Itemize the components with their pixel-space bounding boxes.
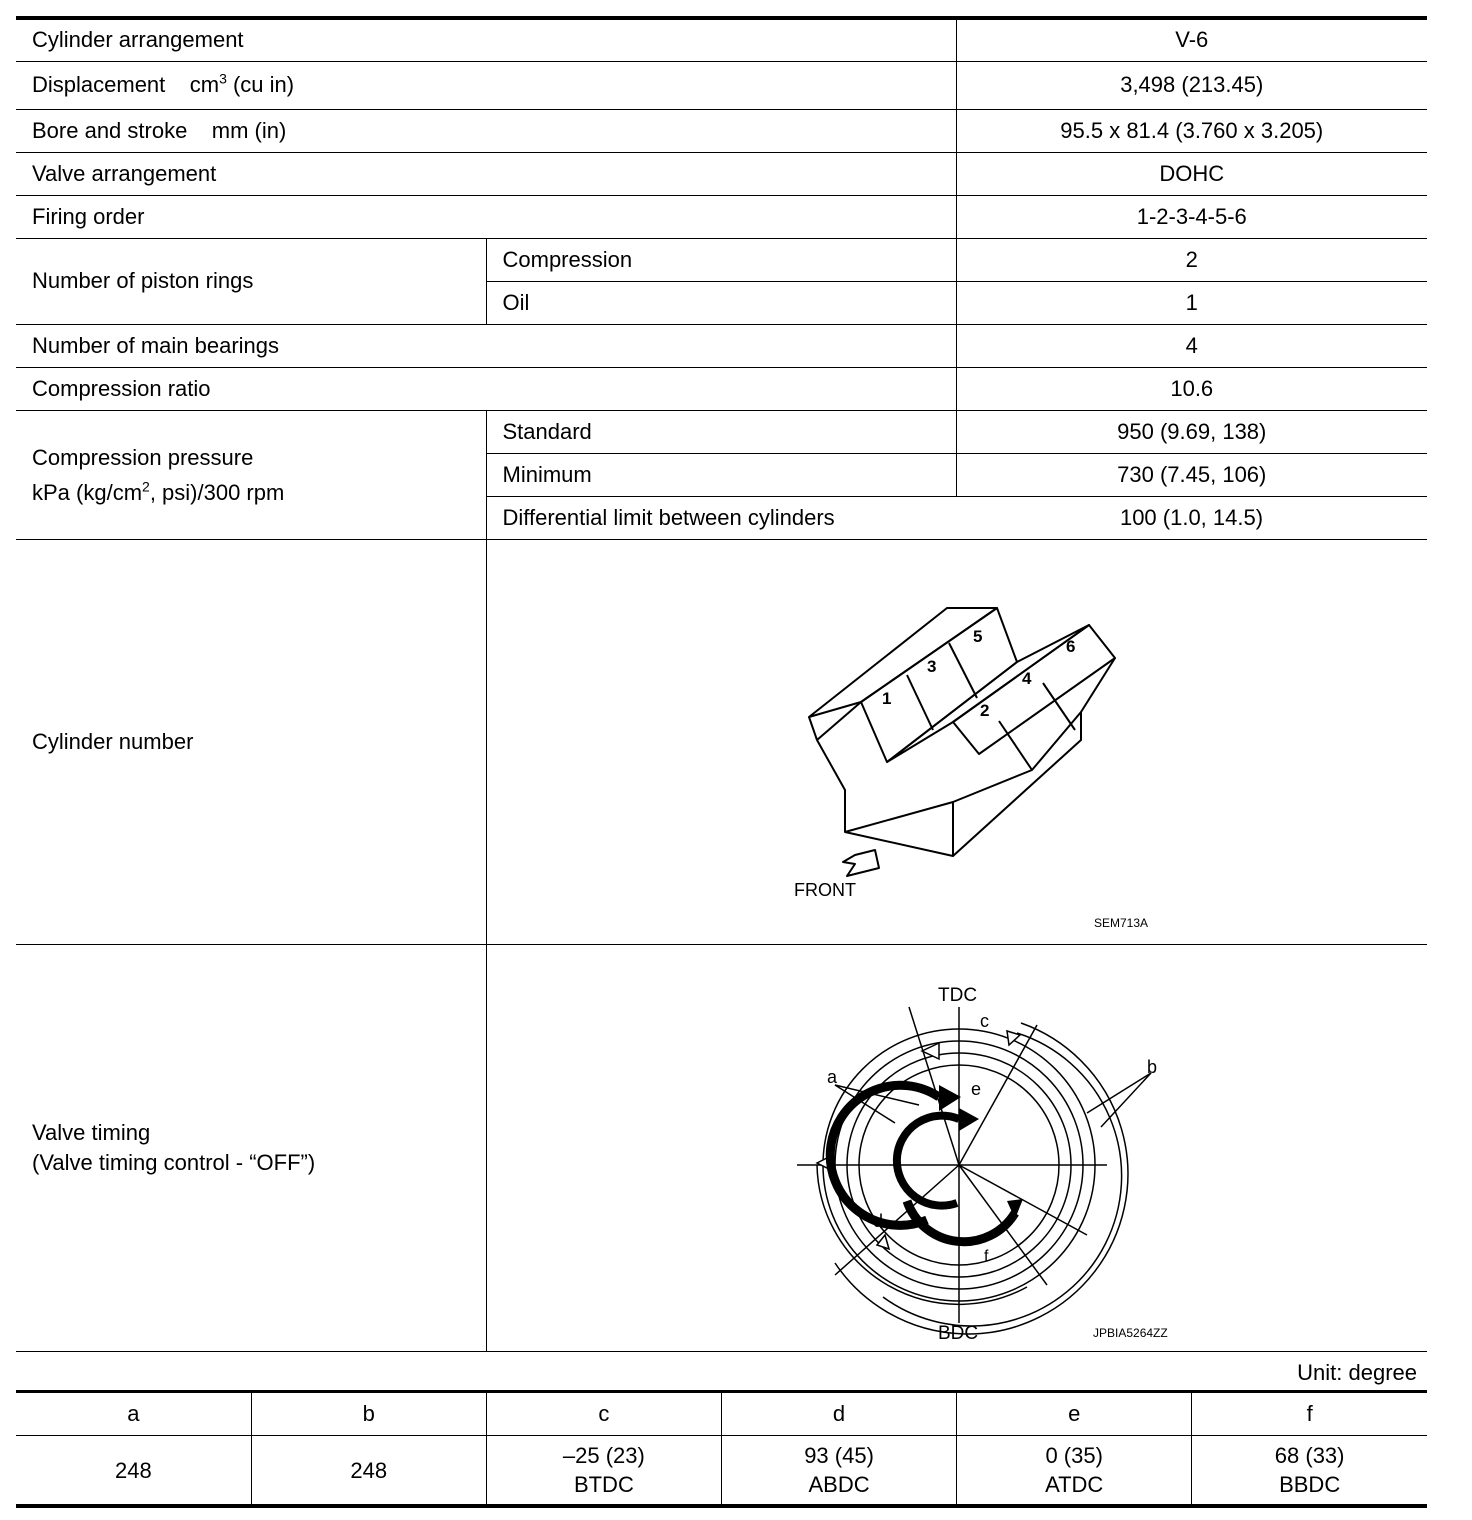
valve-timing-figure-cell: [486, 944, 1427, 1351]
letter-b-label: b: [1146, 1056, 1157, 1077]
timing-value-e: 0 (35) ATDC: [957, 1436, 1192, 1507]
timing-header-c: c: [486, 1392, 721, 1436]
main-bearings-label: Number of main bearings: [16, 324, 956, 367]
cylinder-5-label: 5: [972, 626, 982, 646]
timing-header-a: a: [16, 1392, 251, 1436]
letter-d-label: d: [872, 1210, 883, 1231]
firing-order-value: 1-2-3-4-5-6: [956, 195, 1427, 238]
displacement-value: 3,498 (213.45): [956, 61, 1427, 109]
engine-block-outline: [809, 658, 1115, 856]
compression-minimum-value: 730 (7.45, 106): [956, 453, 1427, 496]
valley: [887, 625, 1089, 762]
cylinder-arrangement-label: Cylinder arrangement: [16, 18, 956, 61]
piston-rings-compression-value: 2: [956, 238, 1427, 281]
valve-arrangement-label: Valve arrangement: [16, 152, 956, 195]
timing-values-row: [16, 1436, 1427, 1507]
main-bearings-value: 4: [956, 324, 1427, 367]
valve-timing-values-table: [16, 1390, 1427, 1508]
cylinder-6-label: 6: [1065, 636, 1075, 656]
cylinder-2-label: 2: [979, 700, 989, 720]
compression-differential-value: 100 (1.0, 14.5): [956, 496, 1427, 539]
bdc-label: BDC: [937, 1322, 978, 1344]
cylinder-3-label: 3: [926, 656, 936, 676]
cylinder-arrangement-value: V-6: [956, 18, 1427, 61]
timing-value-c: –25 (23) BTDC: [486, 1436, 721, 1507]
cylinder-number-label: Cylinder number: [16, 539, 486, 944]
timing-value-b: 248: [251, 1436, 486, 1507]
timing-header-f: f: [1192, 1392, 1427, 1436]
timing-header-row: [16, 1392, 1427, 1436]
left-bank-face: [861, 608, 1017, 762]
letter-f-label: f: [983, 1247, 988, 1265]
figure-code-sem713a: SEM713A: [1093, 915, 1148, 930]
front-arrow-icon: [843, 850, 879, 876]
figure-code-jpbia5264zz: JPBIA5264ZZ: [1092, 1325, 1168, 1340]
bore-stroke-label: Bore and stroke mm (in): [16, 109, 956, 152]
unit-label: Unit: degree: [16, 1351, 1427, 1395]
compression-ratio-value: 10.6: [956, 367, 1427, 410]
timing-value-f: 68 (33) BBDC: [1192, 1436, 1427, 1507]
cylinder-1-label: 1: [881, 688, 891, 708]
engine-spec-table: [16, 16, 1427, 1395]
firing-order-label: Firing order: [16, 195, 956, 238]
valve-arrangement-value: DOHC: [956, 152, 1427, 195]
tdc-label: TDC: [937, 984, 977, 1006]
letter-a-label: a: [826, 1066, 837, 1087]
piston-rings-label: Number of piston rings: [16, 238, 486, 324]
piston-rings-compression-label: Compression: [486, 238, 956, 281]
piston-rings-oil-value: 1: [956, 281, 1427, 324]
valve-timing-label: Valve timing (Valve timing control - “OFF”): [16, 944, 486, 1351]
timing-header-e: e: [957, 1392, 1192, 1436]
front-label: FRONT: [793, 879, 856, 900]
timing-header-b: b: [251, 1392, 486, 1436]
letter-c-label: c: [979, 1010, 989, 1031]
compression-differential-label: Differential limit between cylinders: [486, 496, 956, 539]
left-bank-top: [809, 608, 997, 717]
cylinder-number-figure-cell: [486, 539, 1427, 944]
valve-timing-diagram: [487, 945, 1427, 1351]
timing-value-d: 93 (45) ABDC: [721, 1436, 956, 1507]
bore-stroke-value: 95.5 x 81.4 (3.760 x 3.205): [956, 109, 1427, 152]
timing-header-d: d: [721, 1392, 956, 1436]
compression-standard-label: Standard: [486, 410, 956, 453]
compression-minimum-label: Minimum: [486, 453, 956, 496]
piston-rings-oil-label: Oil: [486, 281, 956, 324]
letter-e-label: e: [970, 1078, 981, 1099]
displacement-label: Displacement $cm^3$ (cu in): [16, 61, 956, 109]
timing-value-a: 248: [16, 1436, 251, 1507]
compression-ratio-label: Compression ratio: [16, 367, 956, 410]
cylinder-4-label: 4: [1021, 668, 1031, 688]
compression-pressure-label: Compression pressure kPa ($kg/cm^2$, psi)/300 rpm: [16, 410, 486, 539]
v6-engine-block-figure: [487, 540, 1427, 944]
compression-standard-value: 950 (9.69, 138): [956, 410, 1427, 453]
